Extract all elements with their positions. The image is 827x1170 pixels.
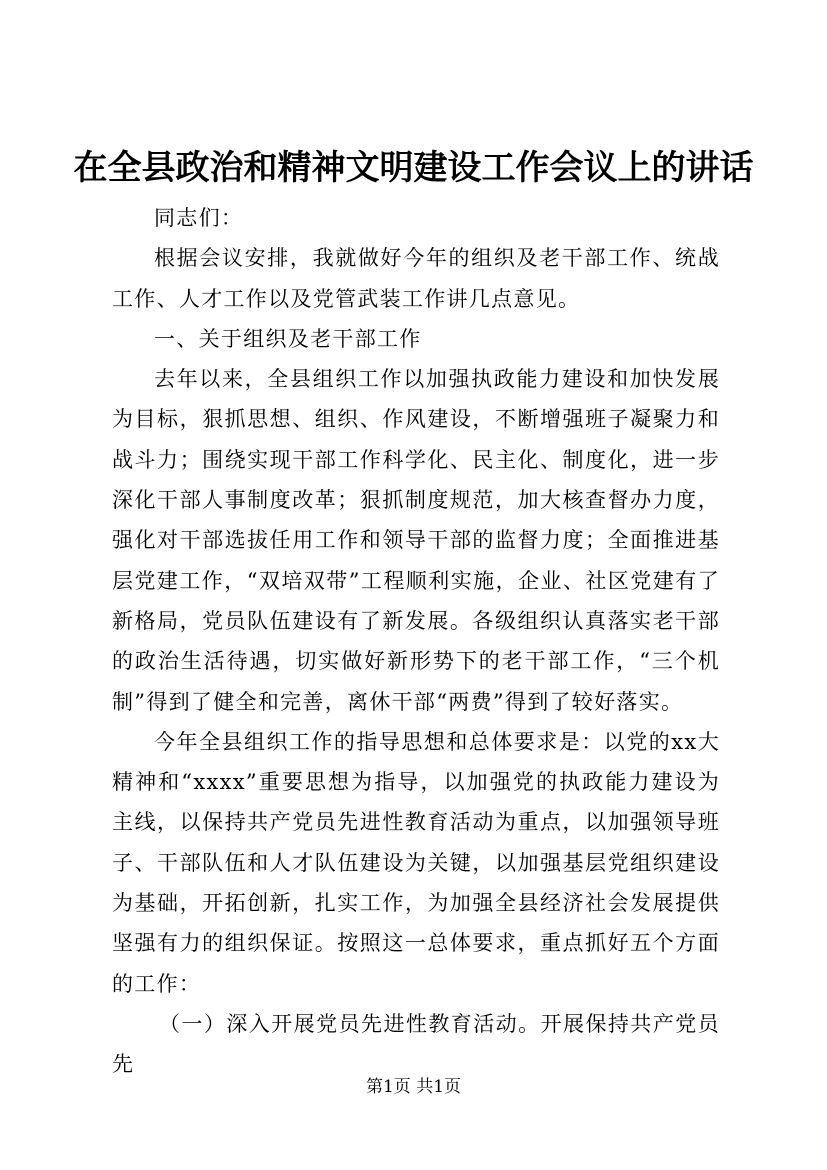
subsection-paragraph: （一）深入开展党员先进性教育活动。开展保持共产党员先 bbox=[112, 1011, 720, 1077]
document-title: 在全县政治和精神文明建设工作会议上的讲话 bbox=[73, 148, 754, 188]
intro-paragraph: 根据会议安排，我就做好今年的组织及老干部工作、统战工作、人才工作以及党管武装工作讲几点意见。 bbox=[112, 246, 720, 311]
section-heading: 一、关于组织及老干部工作 bbox=[154, 326, 422, 351]
page-footer: 第1页 共1页 bbox=[365, 1077, 462, 1097]
body-paragraph: 今年全县组织工作的指导思想和总体要求是：以党的xx大精神和“xxxx”重要思想为指导，以加强党的执政能力建设为主线，以保持共产党员先进性教育活动为重点，以加强领导班子、干部队伍和人才队伍建设为关键，以加强基层党组织建设为基础，开拓创新，扎实工作，为加强全县经济社会发展提供坚强有力的组织保证。按照这一总体要求，重点抓好五个方面的工作： bbox=[112, 729, 720, 996]
greeting-paragraph: 同志们： bbox=[154, 206, 244, 230]
document-body bbox=[112, 198, 720, 1085]
body-paragraph: 去年以来，全县组织工作以加强执政能力建设和加快发展为目标，狠抓思想、组织、作风建设，不断增强班子凝聚力和战斗力；围绕实现干部工作科学化、民主化、制度化，进一步深化干部人事制度改革；狠抓制度规范，加大核查督办力度，强化对干部选拔任用工作和领导干部的监督力度；全面推进基层党建工作，“双培双带”工程顺利实施，企业、社区党建有了新格局，党员队伍建设有了新发展。各级组织认真落实老干部的政治生活待遇，切实做好新形势下的老干部工作，“三个机制”得到了健全和完善，离休干部“两费”得到了较好落实。 bbox=[112, 367, 720, 714]
